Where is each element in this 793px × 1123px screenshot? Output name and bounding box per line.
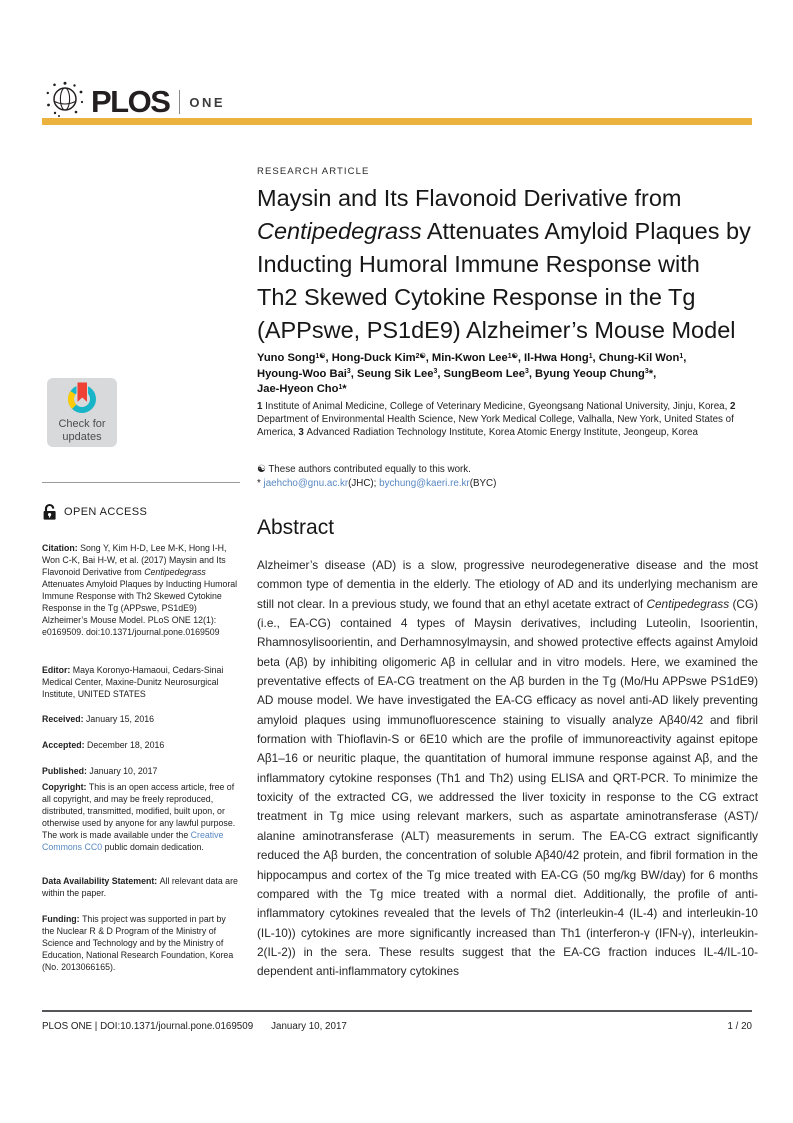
cc0-link[interactable]: Creative Commons CC0 [42,829,224,852]
text-segment: 1 [338,383,343,391]
editor-text: Maya Koronyo-Hamaoui, Cedars-Sinai Medical Center, Maxine-Dunitz Neurosurgical Institute, UNITED STATES [42,664,224,699]
text-segment: 3 [346,368,351,376]
received-label: Received: [42,713,87,724]
corresponding-authors [257,477,758,490]
text-segment: , Hong-Duck Kim [325,352,416,364]
text-segment: 1 [588,352,593,360]
text-segment: Advanced Radiation Technology Institute, Korea Atomic Energy Institute, Jeongeup, Korea [306,427,698,439]
text-segment: (BYC) [469,478,497,489]
article-type-kicker: RESEARCH ARTICLE [257,166,370,177]
check-for-updates-badge[interactable] [47,378,117,447]
plos-masthead [45,80,225,123]
copyright-block [42,781,240,853]
text-segment: Institute of Animal Medicine, College of Veterinary Medicine, Gyeongsang National University, Jinju, Korea, [265,401,731,412]
text-segment: 3 [644,368,649,376]
plos-globe-icon [45,80,85,123]
email-link-byc[interactable]: bychung@kaeri.re.kr [379,478,470,489]
published-date: January 10, 2017 [89,765,158,776]
text-segment: This is an open access article, free of all copyright, and may be freely reproduced, distributed, transmitted, modified, built upon, or otherwise used by anyone for any lawful purpose. The work is made available under the [42,781,236,840]
badge-label-line1: Check for [58,418,106,430]
data-availability-text: All relevant data are within the paper. [42,875,238,898]
text-segment: 3 [524,368,529,376]
logo-divider [179,90,180,114]
text-segment: , SungBeom Lee [437,367,525,380]
open-access-label: OPEN ACCESS [64,505,148,518]
published-label: Published: [42,765,90,776]
data-availability-block [42,875,240,899]
text-segment: Alzheimer’s disease (AD) is a slow, progressive neurodegenerative disease and the most common type of dementia in the elderly. The etiology of AD and its underlying mechanism are still not clear. In a previous study, we found that an ethyl acetate extract of [257,558,758,611]
text-segment: Centipedegrass [257,218,422,244]
accent-bar [42,118,752,125]
received-block [42,713,240,725]
open-access-row [42,503,147,520]
email-link-jhc[interactable]: jaehcho@gnu.ac.kr [263,478,349,489]
abstract-heading: Abstract [257,516,335,539]
funding-block [42,913,240,973]
text-segment: , Il-Hwa Hong [517,352,589,364]
funding-text: This project was supported in part by the Nuclear R & D Program of the Ministry of Science and Technology and by the Ministry of Education, National Research Foundation, Korea (No. 2013066165). [42,913,234,972]
data-availability-label: Data Availability Statement: [42,875,160,886]
text-segment: , Chung-Kil Won [592,352,680,364]
page-footer [42,1021,752,1032]
text-segment: Inducting Humoral Immune Response with [257,251,700,277]
sidebar-divider [42,482,240,483]
text-segment: Centipedegrass [646,596,730,611]
published-block [42,765,240,777]
text-segment: Th2 Skewed Cytokine Response in the Tg [257,284,696,310]
text-segment: Attenuates Amyloid Plaques by Inducting Humoral Immune Response with Th2 Skewed Cytokine Response in the Tg (APPswe, PS1dE9) Alzheimer’s Mouse Model. PLoS ONE 12(1): e0169509. doi:10.1371/journal.pone.0169509 [42,578,238,637]
text-segment: Maysin and Its Flavonoid Derivative from [257,185,682,211]
text-segment: *, [648,367,657,380]
text-segment: Attenuates Amyloid Plaques by [421,218,751,244]
text-segment: 1 [679,352,684,360]
footer-rule [42,1010,752,1012]
text-segment: public domain dedication. [102,841,204,852]
editor-label: Editor: [42,664,73,675]
text-segment: Song Y, Kim H-D, Lee M-K, Hong I-H, Won C-K, Bai H-W, et al. (2017) Maysin and Its Flavonoid Derivative from [42,542,227,577]
affiliations [257,400,758,440]
text-segment: 2 [730,401,736,412]
journal-name: ONE [189,95,226,110]
footer-date: January 10, 2017 [271,1021,347,1032]
text-segment: * [257,478,264,489]
footer-journal-doi: PLOS ONE | DOI:10.1371/journal.pone.0169509 [42,1021,254,1032]
editor-block [42,664,240,700]
crossmark-icon [59,382,105,418]
text-segment: 2☯ [415,352,426,360]
equal-contribution-note: ☯ These authors contributed equally to this work. [257,464,471,475]
article-title [257,182,758,347]
text-segment: (CG) (i.e., EA-CG) contained 4 types of Maysin derivatives, including Luteolin, Isoorientin, Rhamnosylisoorientin, and Derhamnosylmaysin, and showed protective effects against Amyloid beta (Aβ) by inhibiting oligomeric Aβ in cellular and in vitro models. Here, we examined the preventative effects of EA-CG treatment on the Aβ burden in the Tg (Mo/Hu APPswe PS1dE9) AD mouse model. We have investigated the EA-CG efficacy as novel anti-AD likely preventing amyloid plaques using immunofluorescence staining to visually analyze Aβ40/42 and fibril formation with Thioflavin-S or 6E10 which are the profile of immunoreactivity against epitope Aβ1–16 or neuritic plaque, the quantitation of humoral immune response against Aβ, and the inflammatory cytokine responses (Th1 and Th2) using ELISA and QRT-PCR. To minimize the toxicity of the extracted CG, we addressed the liver toxicity in response to the CG extract treatment in Tg mice using relevant markers, such as aspartate aminotransferase (AST)/ alanine aminotransferase (ALT) measurements in serum. The EA-CG extract significantly reduced the Aβ burden, the concentration of soluble Aβ40/42 protein, and fibril formation in the hippocampus and cortex of the Tg mice treated with EA-CG (50 mg/kg BW/day) for 6 months compared with the Tg mice treated with a normal diet. Additionally, the profile of anti-inflammatory cytokines revealed that the levels of Th2 (interleukin-4 (IL-4) and interleukin-10 (IL-10)) cytokines are more significantly increased than Th1 (interferon-γ (IFN-γ), interleukin-2(IL-2)) in the sera. These results suggest that the EA-CG fraction induces IL-4/IL-10-dependent anti-inflammatory cytokines [257,596,758,979]
text-segment: Copyright: [42,781,89,792]
text-segment: Yuno Song [257,352,316,364]
text-segment: Jae-Hyeon Cho [257,383,339,395]
accepted-label: Accepted: [42,739,87,750]
accepted-block [42,739,240,751]
plos-logo-text: PLOS [91,83,170,119]
funding-label: Funding: [42,913,83,924]
abstract-text [257,556,758,982]
text-segment: 3 [298,427,307,439]
text-segment: (JHC); [348,478,380,489]
open-lock-icon [42,503,57,520]
received-date: January 15, 2016 [86,713,154,724]
text-segment: Department of Environmental Health Science, New York Medical College, Valhalla, New York, United States of America, [257,414,734,439]
text-segment: (APPswe, PS1dE9) Alzheimer’s Mouse Model [257,317,736,343]
text-segment: Hyoung-Woo Bai [257,367,347,380]
author-list [257,351,758,398]
text-segment: Citation: [42,542,81,553]
citation-block [42,542,240,638]
text-segment: , Seung Sik Lee [350,367,434,380]
text-segment: 1 [257,401,266,412]
text-segment: Centipedegrass [144,566,206,577]
text-segment: , [683,352,687,364]
text-segment: 1☯ [315,352,326,360]
text-segment: , Byung Yeoup Chung [528,367,645,380]
footer-page-number: 1 / 20 [727,1021,752,1032]
text-segment: 3 [433,368,438,376]
text-segment: 1☯ [507,352,518,360]
accepted-date: December 18, 2016 [86,739,165,750]
text-segment: * [342,383,347,395]
badge-label-line2: updates [62,430,102,443]
text-segment: , Min-Kwon Lee [425,352,508,364]
